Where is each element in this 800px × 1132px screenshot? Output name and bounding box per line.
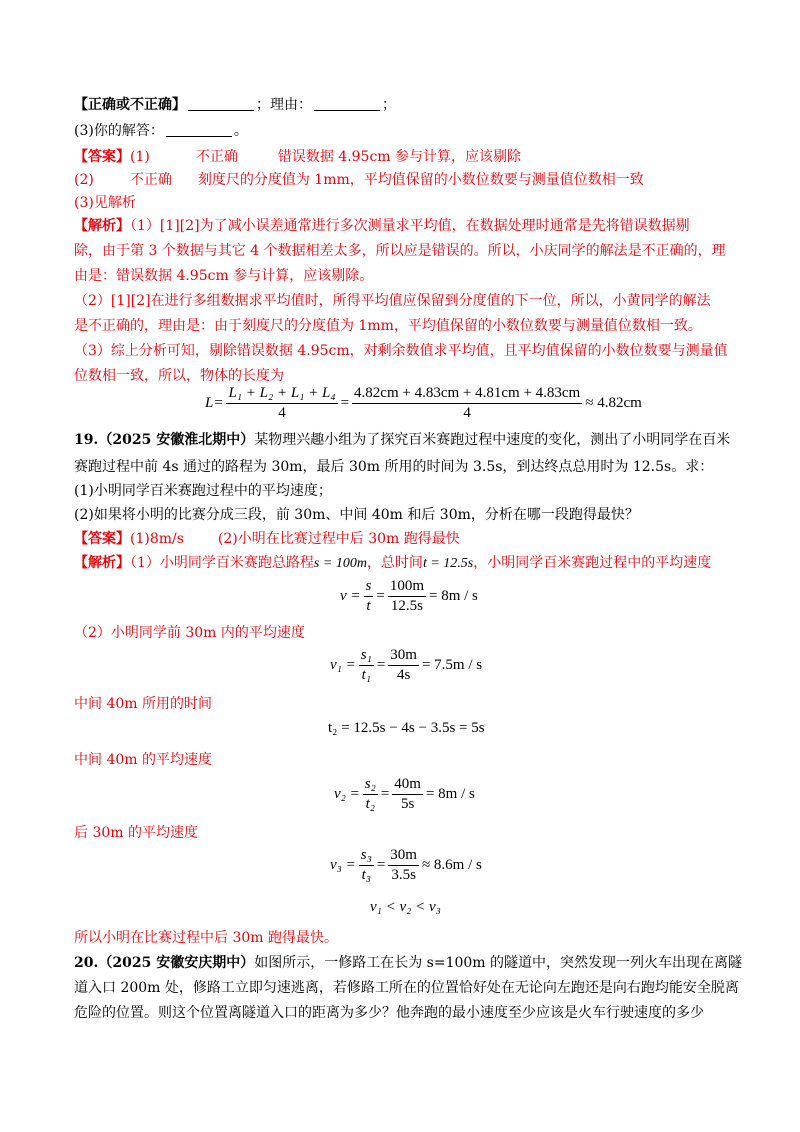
eq-text: v₁ < v₂ < v₃: [370, 899, 441, 915]
mid-speed-equation: v₂ = $\frac{\text{s₂}}{\text{t₂}}$ = $\frac{40m}{5s}$ = 8m / s: [334, 776, 475, 812]
eq-fraction: [359, 847, 374, 884]
q18-answer-3-line: [74, 193, 136, 213]
analysis-text: 是不正确的，理由是：由于刻度尺的分度值为 1mm，平均值保留的小数位数要与测量值位数相一致。: [74, 318, 702, 334]
answer-1-number: (1): [130, 149, 150, 165]
question-text: 道入口 200m 处，修路工立即匀速逃离，若修路工所在的位置恰好处在无论向左跑还是向右跑均能安全脱离: [74, 980, 739, 996]
q18-analysis-3a: [74, 341, 728, 361]
length-equation: [205, 385, 642, 422]
eq-numerator: L₁ + L₂ + L₁ + L₄: [226, 385, 337, 404]
eq-denominator: t₃: [361, 867, 371, 883]
question-text: 危险的位置。则这个位置离隧道入口的距离为多少？他奔跑的最小速度至少应该是火车行驶速度的多少: [74, 1005, 704, 1021]
eq-fraction: [388, 847, 419, 884]
reason-blank: [314, 96, 380, 111]
analysis-text: 后 30m 的平均速度: [74, 825, 198, 841]
q18-analysis-1b: [74, 241, 726, 261]
eq-denominator: 12.5s: [390, 598, 423, 614]
question-source: （2025 安徽安庆期中）: [98, 955, 255, 971]
q18-analysis-2b: [74, 316, 702, 336]
q18-answer-2-line: [74, 170, 644, 190]
q20-stem-b: [74, 978, 739, 998]
q20-stem-a: [74, 953, 742, 973]
q19-sub1: [74, 481, 332, 501]
eq-numerator: s₂: [363, 776, 378, 795]
eq-lhs: L=: [205, 395, 224, 411]
analysis-text: 中间 40m 的平均速度: [74, 752, 212, 768]
eq-numerator: s₁: [359, 647, 374, 666]
q19-mid-speed-label: [74, 750, 212, 770]
eq-fraction: [363, 776, 378, 813]
mid-time-equation: [328, 720, 485, 737]
eq-denominator: 3.5s: [391, 867, 416, 883]
analysis-text: （1）小明同学百米赛跑总路程: [130, 555, 314, 571]
q18-analysis-1a: [74, 216, 690, 236]
q3-label: (3)你的解答：: [74, 123, 164, 139]
speed-comparison: [370, 899, 441, 916]
q19-sub2: [74, 505, 639, 525]
analysis-text: （1）[1][2]为了减小误差通常进行多次测量求平均值，在数据处理时通常是先将错误数据剔: [130, 218, 690, 234]
tail-semicolon: ；: [382, 97, 396, 113]
answer-1: (1)8m/s: [130, 531, 184, 547]
question-text: 某物理兴趣小组为了探究百米赛跑过程中速度的变化，测出了小明同学在百米: [254, 432, 731, 448]
eq-lhs: v₂ =: [334, 786, 360, 802]
eq-denominator: 4: [278, 405, 286, 421]
eq-fraction: [352, 385, 582, 422]
q19-last-speed-label: [74, 823, 198, 843]
q18-sub3-line: [74, 121, 248, 141]
question-number: 19.: [74, 432, 99, 448]
eq-denominator: 4s: [396, 667, 411, 683]
eq-numerator: 40m: [392, 776, 423, 795]
answer-tag: 【答案】: [74, 149, 130, 165]
eq-denominator: 4: [463, 405, 471, 421]
eq-denominator: 5s: [400, 796, 415, 812]
analysis-text: （2）[1][2]在进行多组数据求平均值时，所得平均值应保留到分度值的下一位，所以，小黄同学的解法: [74, 293, 711, 309]
question-source: （2025 安徽淮北期中）: [98, 432, 255, 448]
analysis-text: 由是：错误数据 4.95cm 参与计算，应该剔除。: [74, 268, 374, 284]
eq-numerator: 4.82cm + 4.83cm + 4.81cm + 4.83cm: [352, 385, 582, 404]
answer-1-reason: 错误数据 4.95cm 参与计算，应该剔除: [277, 149, 522, 165]
eq-result: = 7.5m / s: [421, 657, 483, 673]
eq-fraction: [388, 578, 426, 615]
eq-fraction: [392, 776, 423, 813]
analysis-text: ，总时间: [366, 555, 423, 571]
answer-1-judge: 不正确: [195, 149, 238, 165]
eq-result: ≈ 4.82cm: [585, 395, 642, 411]
reason-label: ；理由：: [256, 97, 312, 113]
last-speed-equation: v₃ = $\frac{\text{s₃}}{\text{t₃}}$ = $\frac{30m}{3.5s}$ ≈ 8.6m / s: [330, 847, 482, 883]
eq-fraction: [226, 385, 337, 422]
q19-stem-a: [74, 430, 730, 450]
eq-text: t₂ = 12.5s − 4s − 3.5s = 5s: [328, 720, 485, 736]
question-text: 如图所示，一修路工在长为 s=100m 的隧道中，突然发现一列火车出现在离隧: [254, 955, 743, 971]
q3-end: 。: [233, 123, 248, 139]
analysis-text: ，小明同学百米赛跑过程中的平均速度: [473, 555, 712, 571]
eq-result: ≈ 8.6m / s: [421, 857, 482, 873]
q18-answer-line: [74, 147, 521, 167]
eq-numerator: 100m: [388, 578, 426, 597]
first-segment-equation: v₁ = $\frac{\text{s₁}}{\text{t₁}}$ = $\frac{30m}{4s}$ = 7.5m / s: [330, 647, 483, 683]
eq-lhs: v₁ =: [330, 657, 356, 673]
eq-numerator: 30m: [388, 647, 419, 666]
q18-judge-line: [74, 95, 396, 115]
analysis-text: 中间 40m 所用的时间: [74, 696, 212, 712]
answer-2: (2)小明在比赛过程中后 30m 跑得最快: [217, 531, 460, 547]
sub-question: (1)小明同学百米赛跑过程中的平均速度；: [74, 483, 332, 499]
q19-mid-time-label: [74, 694, 212, 714]
answer-2-judge: 不正确: [129, 172, 172, 188]
question-number: 20.: [74, 955, 99, 971]
analysis-text: （2）小明同学前 30m 内的平均速度: [74, 625, 305, 641]
answer-tag: 【答案】: [74, 531, 130, 547]
q19-conclusion: [74, 928, 338, 948]
analysis-text: 所以小明在比赛过程中后 30m 跑得最快。: [74, 930, 338, 946]
judge-blank: [188, 96, 254, 111]
analysis-tag: 【解析】: [74, 218, 130, 234]
analysis-tag: 【解析】: [74, 555, 130, 571]
q19-analysis-2: [74, 623, 305, 643]
q19-analysis-1: [74, 553, 711, 574]
total-time: t = 12.5s: [422, 556, 474, 571]
answer-2-number: (2): [74, 172, 94, 188]
question-text: 赛跑过程中前 4s 通过的路程为 30m，最后 30m 所用的时间为 3.5s，到达终点总用时为 12.5s。求：: [74, 459, 714, 475]
eq-denominator: t₁: [361, 667, 371, 683]
q19-stem-b: [74, 457, 713, 477]
judge-label: 【正确或不正确】: [74, 97, 186, 113]
q18-analysis-1c: [74, 266, 373, 286]
eq-numerator: 30m: [388, 847, 419, 866]
q19-answer-line: [74, 529, 460, 549]
q20-stem-c: [74, 1003, 704, 1023]
eq-result: = 8m / s: [429, 588, 478, 604]
q3-blank: [166, 122, 232, 137]
analysis-text: 位数相一致，所以，物体的长度为: [74, 368, 284, 384]
eq-numerator: s₃: [359, 847, 374, 866]
eq-equals: =: [340, 395, 350, 411]
eq-fraction: [359, 647, 374, 684]
eq-numerator: s: [364, 578, 374, 597]
eq-lhs: v₃ =: [330, 857, 356, 873]
eq-lhs: v =: [340, 588, 361, 604]
eq-denominator: t: [366, 598, 371, 614]
q18-analysis-3b: [74, 366, 284, 386]
analysis-text: 除，由于第 3 个数据与其它 4 个数据相差太多，所以应是错误的。所以，小庆同学的解法是不正确的，理: [74, 243, 726, 259]
answer-2-reason: 刻度尺的分度值为 1mm，平均值保留的小数位数要与测量值位数相一致: [197, 172, 644, 188]
avg-speed-equation: v = $\frac{s}{t}$ = $\frac{100m}{12.5s}$ = 8m / s: [340, 578, 478, 614]
eq-denominator: t₂: [365, 796, 375, 812]
eq-fraction: [388, 647, 419, 684]
total-distance: s = 100m: [313, 556, 367, 571]
q18-analysis-2a: [74, 291, 711, 311]
eq-fraction: [364, 578, 374, 615]
sub-question: (2)如果将小明的比赛分成三段，前 30m、中间 40m 和后 30m，分析在哪一段跑得最快？: [74, 507, 639, 523]
answer-3: (3)见解析: [74, 195, 136, 211]
analysis-text: （3）综上分析可知，剔除错误数据 4.95cm，对剩余数值求平均值，且平均值保留的小数位数要与测量值: [74, 343, 728, 359]
eq-result: = 8m / s: [425, 786, 475, 802]
